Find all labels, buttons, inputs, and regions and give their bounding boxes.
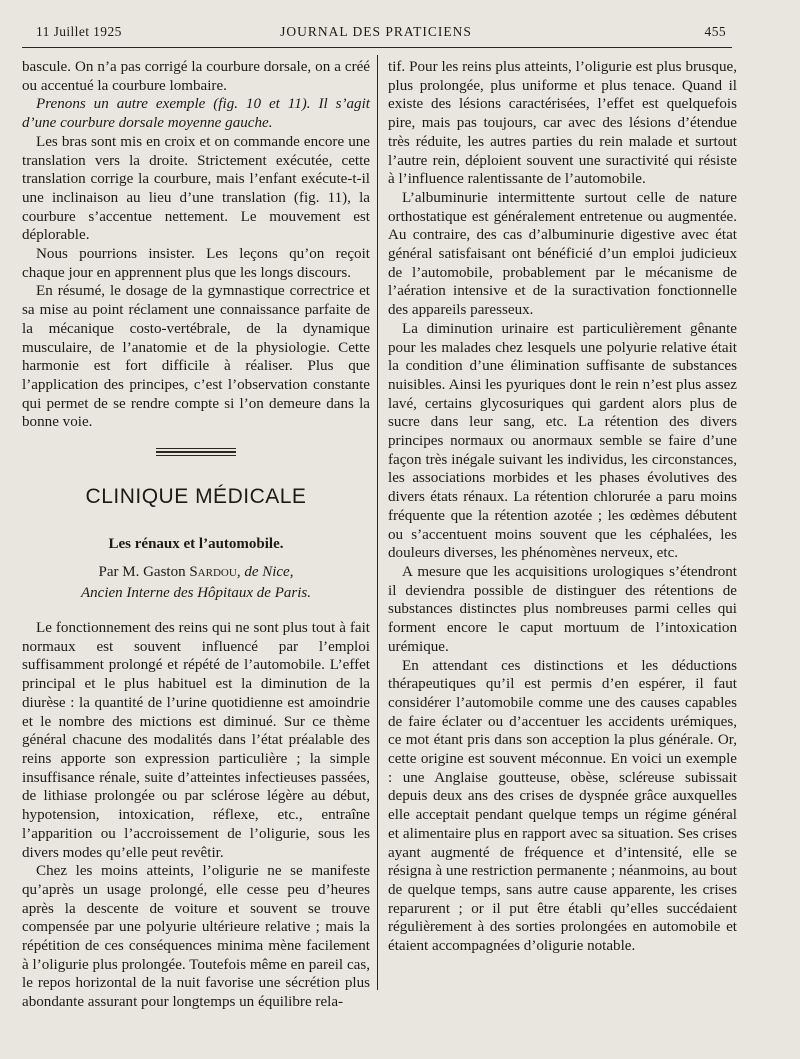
- paragraph: A mesure que les acquisitions urologiques s’étendront il deviendra possible de distinguer des rétentions de substances distinctes plus nombreuses parmi celles qui forment encore le caput mortuum de l’intoxication urémique.: [388, 563, 737, 655]
- issue-date: 11 Juillet 1925: [36, 24, 122, 39]
- ornament-divider: [156, 446, 236, 456]
- paragraph: L’albuminurie intermittente surtout celle de nature orthostatique est généralement entretenue ou augmentée. Au contraire, des cas d’albuminurie digestive avec état général satisfaisant ont bénéficié d’un emploi judicieux de l’automobile, probablement par le mécanisme de l’aération intensive et de la suractivation fonctionnelle des appareils paresseux.: [388, 189, 737, 319]
- author-affiliation: Ancien Interne des Hôpitaux de Paris.: [81, 585, 311, 602]
- paragraph: Prenons un autre exemple (fig. 10 et 11). Il s’agit d’une courbure dorsale moyenne gauche.: [22, 96, 370, 132]
- column-rule: [377, 55, 378, 990]
- header-rule: [22, 47, 732, 48]
- paragraph: bascule. On n’a pas corrigé la courbure dorsale, on a créé ou accentué la courbure lombaire.: [22, 59, 370, 94]
- article-title: Les rénaux et l’automobile.: [108, 536, 284, 553]
- paragraph: Les bras sont mis en croix et on commande encore une translation vers la droite. Strictement exécutée, cette translation corrige la courbure, mais l’enfant exécute-t-il une inclinaison au lieu d’une translation (fig. 11), la courbure s’accentue nettement. Le mouvement est déplorable.: [22, 133, 370, 244]
- paragraph: Le fonctionnement des reins qui ne sont plus tout à fait normaux est souvent influencé par l’emploi suffisamment prolongé et répété de l’automobile. L’effet principal et le plus habituel est la diminution de la diurèse : la quantité de l’urine quotidienne est amoindrie et le nombre des mictions est diminué. Sur ce thème général chacune des modalités dans l’état préalable des reins apporte son expression particulière ; la simple insuffisance rénale, suite d’atteintes infectieuses passées, de lithiase prolongée ou par sclérose légère au début, hypotension, intoxication, réflexe, etc., entraîne l’apparition ou l’accroissement de l’oligurie, sous les divers modes qu’elle peut revêtir.: [22, 620, 370, 861]
- byline: [22, 562, 370, 582]
- paragraph: En attendant ces distinctions et les déductions thérapeutiques qu’il est permis d’en espérer, il faut considérer l’automobile comme une des causes capables de faire éclater ou d’accentuer les accidents urémiques, ce mot étant pris dans son acception la plus générale. Or, cette origine est souvent méconnue. En voici un exemple : une Anglaise goutteuse, obèse, scléreuse subissait depuis deux ans des crises de dyspnée grâce auxquelles elle acceptait pendant quelque temps un régime général et alimentaire plus en rapport avec sa situation. Ses crises ayant augmenté de fréquence et d’intensité, elle se résigna à une restriction permanente ; néanmoins, au bout de quelque temps, sans autre cause apparente, les crises reparurent ; or il put être établi qu’elles succédaient régulièrement à des sorties prolongées en automobile et étaient accompagnées d’oligurie notable.: [388, 657, 737, 955]
- paragraph: En résumé, le dosage de la gymnastique correctrice et sa mise au point réclament une connaissance parfaite de la mécanique costo-vertébrale, de la dynamique musculaire, de l’anatomie et de la physiologie. Cette harmonie est fort difficile à réaliser. Plus que l’application des principes, c’est l’observation constante qui permet de se rendre compte si l’on demeure dans la bonne voie.: [22, 283, 370, 431]
- author-name: Sardou: [189, 564, 237, 581]
- running-head: [26, 24, 726, 42]
- journal-title: JOURNAL DES PRATICIENS: [280, 24, 472, 39]
- author-place: , de Nice,: [236, 564, 294, 581]
- section-title: CLINIQUE MÉDICALE: [85, 485, 307, 509]
- paragraph: tif. Pour les reins plus atteints, l’oligurie est plus brusque, plus prolongée, plus uniforme et plus tenace. Quand il existe des lésions caractérisées, l’effet est quelquefois pire, mais pas toujours, car avec des lésions d’étendue très réduite, les autres parties du rein malade et surtout l’autre rein, déploient souvent une suractivité qui résiste à l’influence ralentissante de l’automobile.: [388, 59, 737, 188]
- page-number: 455: [704, 24, 726, 39]
- paragraph: Nous pourrions insister. Les leçons qu’on reçoit chaque jour en apprennent plus que les longs discours.: [22, 246, 370, 281]
- right-column: [388, 58, 737, 956]
- paragraph: Chez les moins atteints, l’oligurie ne se manifeste qu’après un usage prolongé, elle cesse peu d’heures après la descente de voiture et souvent se trouve compensée par une polyurie ultérieure relative ; mais la répétition de ces conséquences minima mène facilement à l’oligurie plus prolongée. Toutefois même en pareil cas, le repos horizontal de la nuit favorise une sécrétion plus abondante assurant pour longtemps un équilibre rela-: [22, 863, 370, 1011]
- left-column: [22, 58, 370, 1012]
- byline-par: Par M. Gaston: [98, 564, 186, 581]
- paragraph: La diminution urinaire est particulièrement gênante pour les malades chez lesquels une polyurie relative était la condition d’une élimination suffisante de substances nuisibles. Ainsi les pyuriques dont le rein n’est plus assez lavé, certains glycosuriques qui gardent alors plus de sucre dans leur sang, etc. La rétention des divers principes normaux ou anormaux semble se faire d’une façon très inégale suivant les individus, les circonstances, les associations morbides et les phases évolutives des divers états rénaux. La rétention chlorurée a paru moins fréquente que la rétention azotée ; les œdèmes débutent ou s’accentuent moins souvent que les céphalées, les douleurs diverses, les phénomènes nerveux, etc.: [388, 320, 737, 562]
